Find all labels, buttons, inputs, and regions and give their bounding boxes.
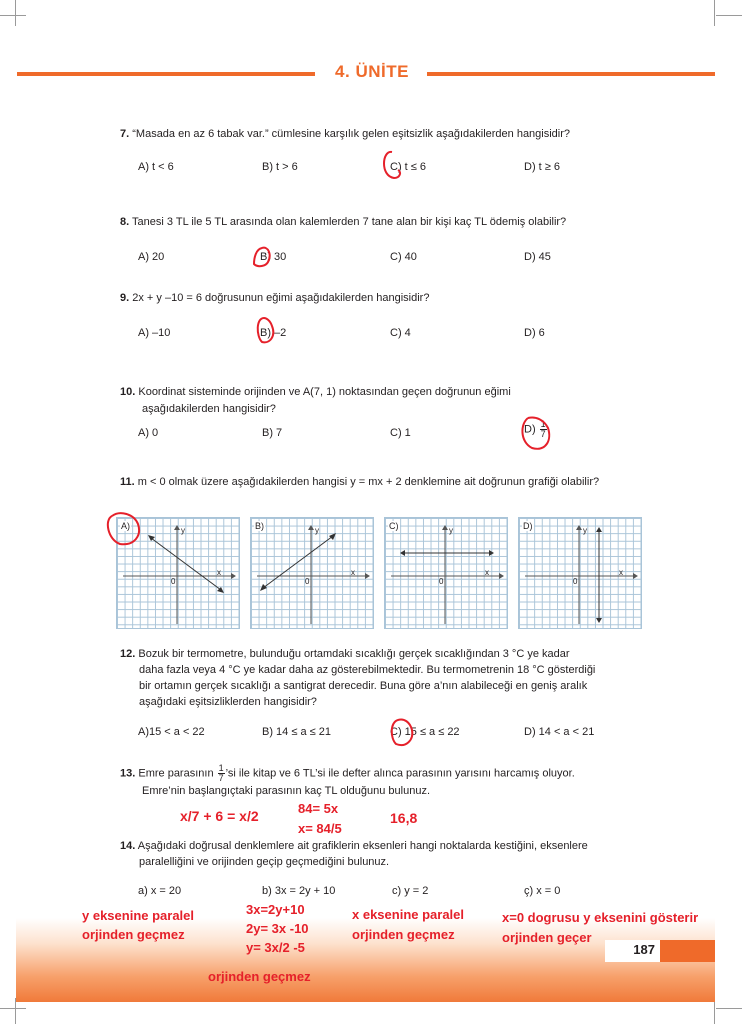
fraction-denominator: 7 <box>218 773 224 783</box>
graph-label: C) <box>389 521 399 531</box>
graph-label: D) <box>523 521 533 531</box>
handwriting-b-line1: 3x=2y+10 <box>246 902 305 917</box>
question-13 <box>120 764 575 800</box>
fraction-denominator: 7 <box>540 429 546 439</box>
option-b[interactable]: B) –2 <box>260 327 287 339</box>
y-axis-label: y <box>449 526 453 535</box>
fraction <box>218 764 225 783</box>
handwriting-a-line2: orjinden geçmez <box>82 927 185 942</box>
x-axis-label: x <box>217 568 221 577</box>
question-text-post: ’si ile kitap ve 6 TL’si ile defter alınca parasının yarısını harcamış oluyor. <box>225 767 575 780</box>
question-text-line: daha fazla veya 4 °C ye kadar daha az gösterebilmektedir. Bu termometrenin 18 °C gösterdiği <box>139 664 596 676</box>
graph-option-c[interactable] <box>384 517 508 629</box>
header-rule-left <box>17 72 315 76</box>
option-c[interactable]: C) t ≤ 6 <box>390 161 426 173</box>
question-number: 9. <box>120 292 130 304</box>
unit-title: 4. ÜNİTE <box>335 62 409 81</box>
graph-option-d[interactable] <box>518 517 642 629</box>
question-text-line2: aşağıdakilerden hangisidir? <box>142 403 276 415</box>
handwriting-q13-eq3: x= 84/5 <box>298 821 342 836</box>
header-rule-right <box>427 72 715 76</box>
option-d[interactable]: D) 14 < a < 21 <box>524 726 595 738</box>
question-number: 7. <box>120 128 130 140</box>
option-d[interactable] <box>524 420 548 439</box>
option-a[interactable]: A) 20 <box>138 251 165 263</box>
option-d[interactable]: D) t ≥ 6 <box>524 161 560 173</box>
y-axis-label: y <box>315 526 319 535</box>
origin-label: 0 <box>305 577 310 586</box>
option-d[interactable]: D) 6 <box>524 327 545 339</box>
x-axis-label: x <box>619 568 623 577</box>
option-b[interactable]: B) 7 <box>262 427 283 439</box>
option-d-label: D) <box>524 423 536 436</box>
handwriting-b-line2: 2y= 3x -10 <box>246 921 309 936</box>
option-c[interactable]: C) 40 <box>390 251 417 263</box>
question-text-line: bir ortamın gerçek sıcaklığı a santigrat derecedir. Buna göre a’nın alabileceği en geniş aralık <box>139 680 588 692</box>
question-7 <box>120 126 570 143</box>
handwriting-c-line2: orjinden geçmez <box>352 927 455 942</box>
question-number: 8. <box>120 216 130 228</box>
option-a[interactable]: A) 0 <box>138 427 159 439</box>
handwriting-d-line2: orjinden geçer <box>502 930 592 945</box>
question-text: 2x + y –10 = 6 doğrusunun eğimi aşağıdakilerden hangisidir? <box>132 292 430 304</box>
question-number: 13. <box>120 767 136 780</box>
page-number: 187 <box>633 942 655 957</box>
y-axis-label: y <box>583 526 587 535</box>
graph-label: B) <box>255 521 264 531</box>
fraction-numerator: 1 <box>540 419 546 429</box>
option-a[interactable]: A)15 < a < 22 <box>138 726 205 738</box>
page-tab <box>660 940 715 962</box>
origin-label: 0 <box>171 577 176 586</box>
option-c: c) y = 2 <box>392 885 429 897</box>
option-b[interactable]: B) 30 <box>260 251 287 263</box>
y-axis-label: y <box>181 526 185 535</box>
crop-mark <box>714 0 715 26</box>
crop-mark <box>716 1008 742 1009</box>
graph-option-a[interactable] <box>116 517 240 629</box>
fraction <box>540 420 547 439</box>
question-number: 14. <box>120 840 136 852</box>
origin-label: 0 <box>573 577 578 586</box>
question-text-line: aşağıdaki eşitsizliklerden hangisidir? <box>139 696 317 708</box>
question-number: 10. <box>120 386 136 398</box>
option-a: a) x = 20 <box>138 885 182 897</box>
handwriting-c-line1: x eksenine paralel <box>352 907 465 922</box>
question-text: m < 0 olmak üzere aşağıdakilerden hangisi y = mx + 2 denklemine ait doğrunun grafiği olabilir? <box>137 476 600 488</box>
option-b: b) 3x = 2y + 10 <box>262 885 336 897</box>
question-text-line2: paralelliğini ve orijinden geçip geçmediğini bulunuz. <box>139 856 390 868</box>
option-a[interactable]: A) –10 <box>138 327 171 339</box>
option-d: ç) x = 0 <box>524 885 561 897</box>
graph-label: A) <box>121 521 130 531</box>
handwriting-q13-eq1: x/7 + 6 = x/2 <box>180 808 259 824</box>
option-b[interactable]: B) t > 6 <box>262 161 298 173</box>
question-text-line1: Aşağıdaki doğrusal denklemlere ait grafiklerin eksenleri hangi noktalarda kestiğini, eksenlere <box>137 840 588 852</box>
question-8 <box>120 214 566 231</box>
question-text-line1: Koordinat sisteminde orijinden ve A(7, 1) noktasından geçen doğrunun eğimi <box>138 386 511 398</box>
option-b[interactable]: B) 14 ≤ a ≤ 21 <box>262 726 331 738</box>
handwriting-b-line4: orjinden geçmez <box>208 969 311 984</box>
question-text-line2: Emre’nin başlangıçtaki parasının kaç TL olduğunu bulunuz. <box>142 785 431 797</box>
crop-mark <box>15 0 16 26</box>
question-9 <box>120 290 429 307</box>
handwriting-b-line3: y= 3x/2 -5 <box>246 940 305 955</box>
option-c[interactable]: C) 4 <box>390 327 411 339</box>
crop-mark <box>0 1008 26 1009</box>
origin-label: 0 <box>439 577 444 586</box>
question-10 <box>120 384 511 418</box>
fraction-numerator: 1 <box>218 763 224 773</box>
question-12 <box>120 646 595 710</box>
x-axis-label: x <box>485 568 489 577</box>
handwriting-d-line1: x=0 dogrusu y eksenini gösterir <box>502 910 699 925</box>
handwriting-a-line1: y eksenine paralel <box>82 908 195 923</box>
question-text-pre: Emre parasının <box>138 767 214 780</box>
graph-option-b[interactable] <box>250 517 374 629</box>
handwriting-q13-eq2: 84= 5x <box>298 801 339 816</box>
question-11 <box>120 474 599 491</box>
question-text: Tanesi 3 TL ile 5 TL arasında olan kalemlerden 7 tane alan bir kişi kaç TL ödemiş olabilir? <box>132 216 567 228</box>
option-c[interactable]: C) 15 ≤ a ≤ 22 <box>390 726 460 738</box>
option-c[interactable]: C) 1 <box>390 427 411 439</box>
option-a[interactable]: A) t < 6 <box>138 161 174 173</box>
question-text-line: Bozuk bir termometre, bulunduğu ortamdaki sıcaklığı gerçek sıcaklığından 3 °C ye kadar <box>138 648 570 660</box>
x-axis-label: x <box>351 568 355 577</box>
option-d[interactable]: D) 45 <box>524 251 551 263</box>
handwriting-q13-answer: 16,8 <box>390 810 418 826</box>
question-number: 12. <box>120 648 136 660</box>
crop-mark <box>0 15 26 16</box>
question-text: “Masada en az 6 tabak var.” cümlesine karşılık gelen eşitsizlik aşağıdakilerden hangisidir? <box>132 128 571 140</box>
crop-mark <box>716 15 742 16</box>
question-14 <box>120 838 588 870</box>
question-number: 11. <box>120 476 135 488</box>
